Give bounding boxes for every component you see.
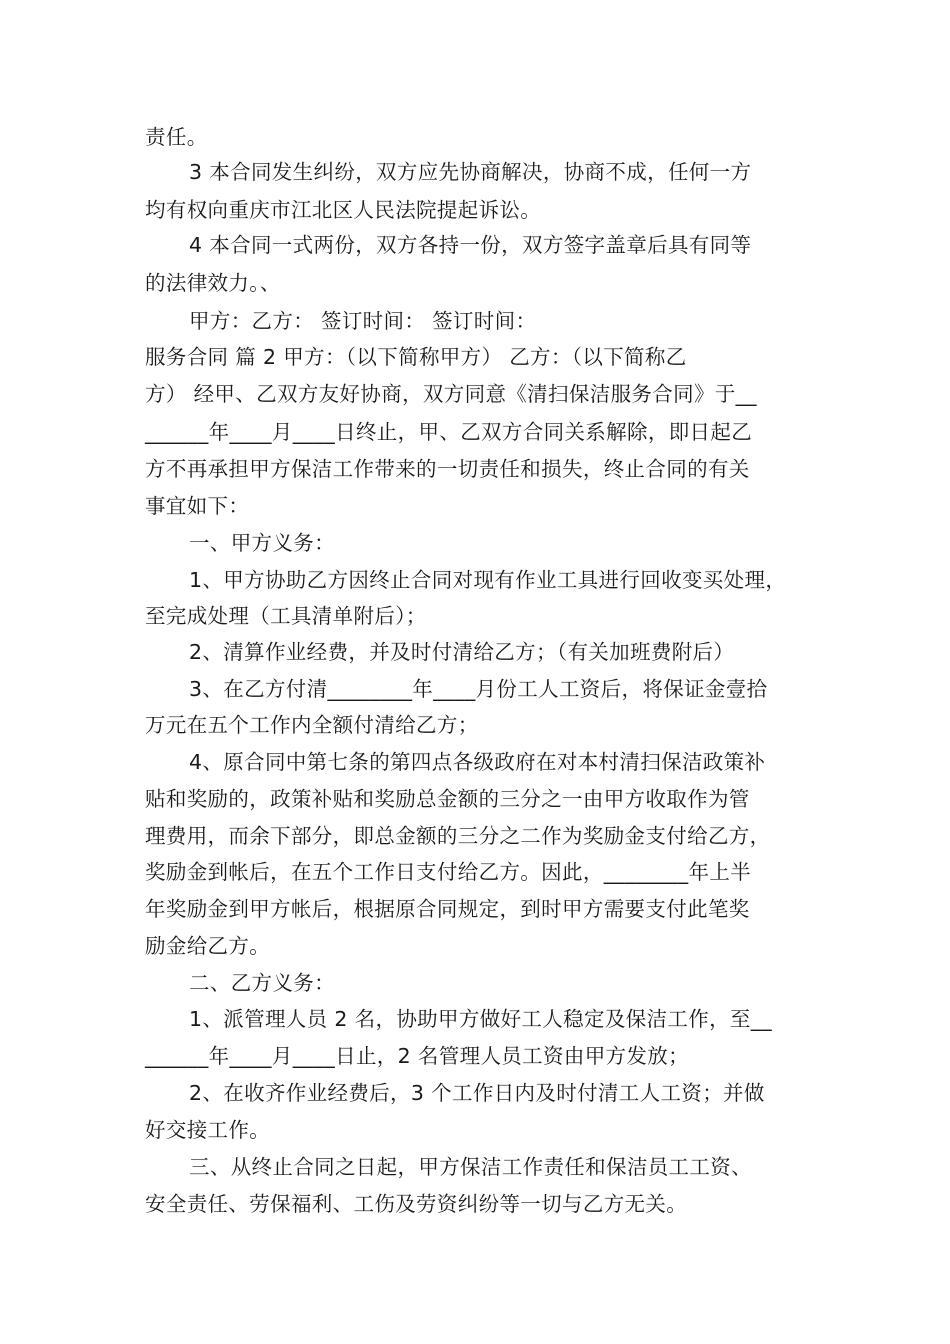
text-line: 年奖励金到甲方帐后，根据原合同规定，到时甲方需要支付此笔奖 bbox=[145, 897, 750, 921]
text-line: 方不再承担甲方保洁工作带来的一切责任和损失，终止合同的有关 bbox=[145, 457, 750, 481]
text-line: 责任。 bbox=[145, 125, 208, 149]
text-line: 3 本合同发生纠纷，双方应先协商解决，协商不成，任何一方 bbox=[189, 160, 752, 184]
text-line: 好交接工作。 bbox=[145, 1118, 271, 1142]
text-line: 至完成处理（工具清单附后）； bbox=[145, 604, 427, 628]
text-line: 理费用，而余下部分，即总金额的三分之二作为奖励金支付给乙方， bbox=[145, 824, 771, 848]
section-heading: 二、乙方义务： bbox=[189, 971, 335, 995]
text-line: 2、在收齐作业经费后，3 个工作日内及时付清工人工资；并做 bbox=[189, 1081, 765, 1105]
text-line: 甲方：乙方： 签订时间： 签订时间： bbox=[189, 309, 537, 333]
text-line: 1、甲方协助乙方因终止合同对现有作业工具进行回收变买处理， bbox=[189, 568, 787, 592]
section-heading: 三、从终止合同之日起，甲方保洁工作责任和保洁员工工资、 bbox=[189, 1155, 752, 1179]
text-line: 奖励金到帐后，在五个工作日支付给乙方。因此，________年上半 bbox=[145, 860, 752, 884]
text-line: 4、原合同中第七条的第四点各级政府在对本村清扫保洁政策补 bbox=[189, 750, 766, 774]
text-line: 3、在乙方付清________年____月份工人工资后，将保证金壹拾 bbox=[189, 677, 768, 701]
text-line: ______年____月____日止，2 名管理人员工资由甲方发放； bbox=[145, 1044, 689, 1068]
text-line: 贴和奖励的，政策补贴和奖励总金额的三分之一由甲方收取作为管 bbox=[145, 787, 750, 811]
section-heading: 一、甲方义务： bbox=[189, 531, 335, 555]
text-line: 方） 经甲、乙双方友好协商，双方同意《清扫保洁服务合同》于__ bbox=[145, 382, 757, 406]
text-line: 4 本合同一式两份，双方各持一份，双方签字盖章后具有同等 bbox=[189, 233, 752, 257]
text-line: ______年____月____日终止，甲、乙双方合同关系解除，即日起乙 bbox=[145, 420, 753, 444]
text-line: 均有权向重庆市江北区人民法院提起诉讼。 bbox=[145, 198, 542, 222]
text-line: 1、派管理人员 2 名，协助甲方做好工人稳定及保洁工作，至__ bbox=[189, 1007, 772, 1031]
text-line: 万元在五个工作内全额付清给乙方； bbox=[145, 713, 479, 737]
text-line: 励金给乙方。 bbox=[145, 934, 271, 958]
text-line: 2、清算作业经费，并及时付清给乙方；（有关加班费附后） bbox=[189, 640, 735, 664]
text-line: 事宜如下： bbox=[145, 494, 250, 518]
text-line: 的法律效力。、 bbox=[145, 271, 281, 295]
text-line: 服务合同 篇 2 甲方：（以下简称甲方） 乙方：（以下简称乙 bbox=[145, 345, 687, 369]
text-line: 安全责任、劳保福利、工伤及劳资纠纷等一切与乙方无关。 bbox=[145, 1192, 688, 1216]
